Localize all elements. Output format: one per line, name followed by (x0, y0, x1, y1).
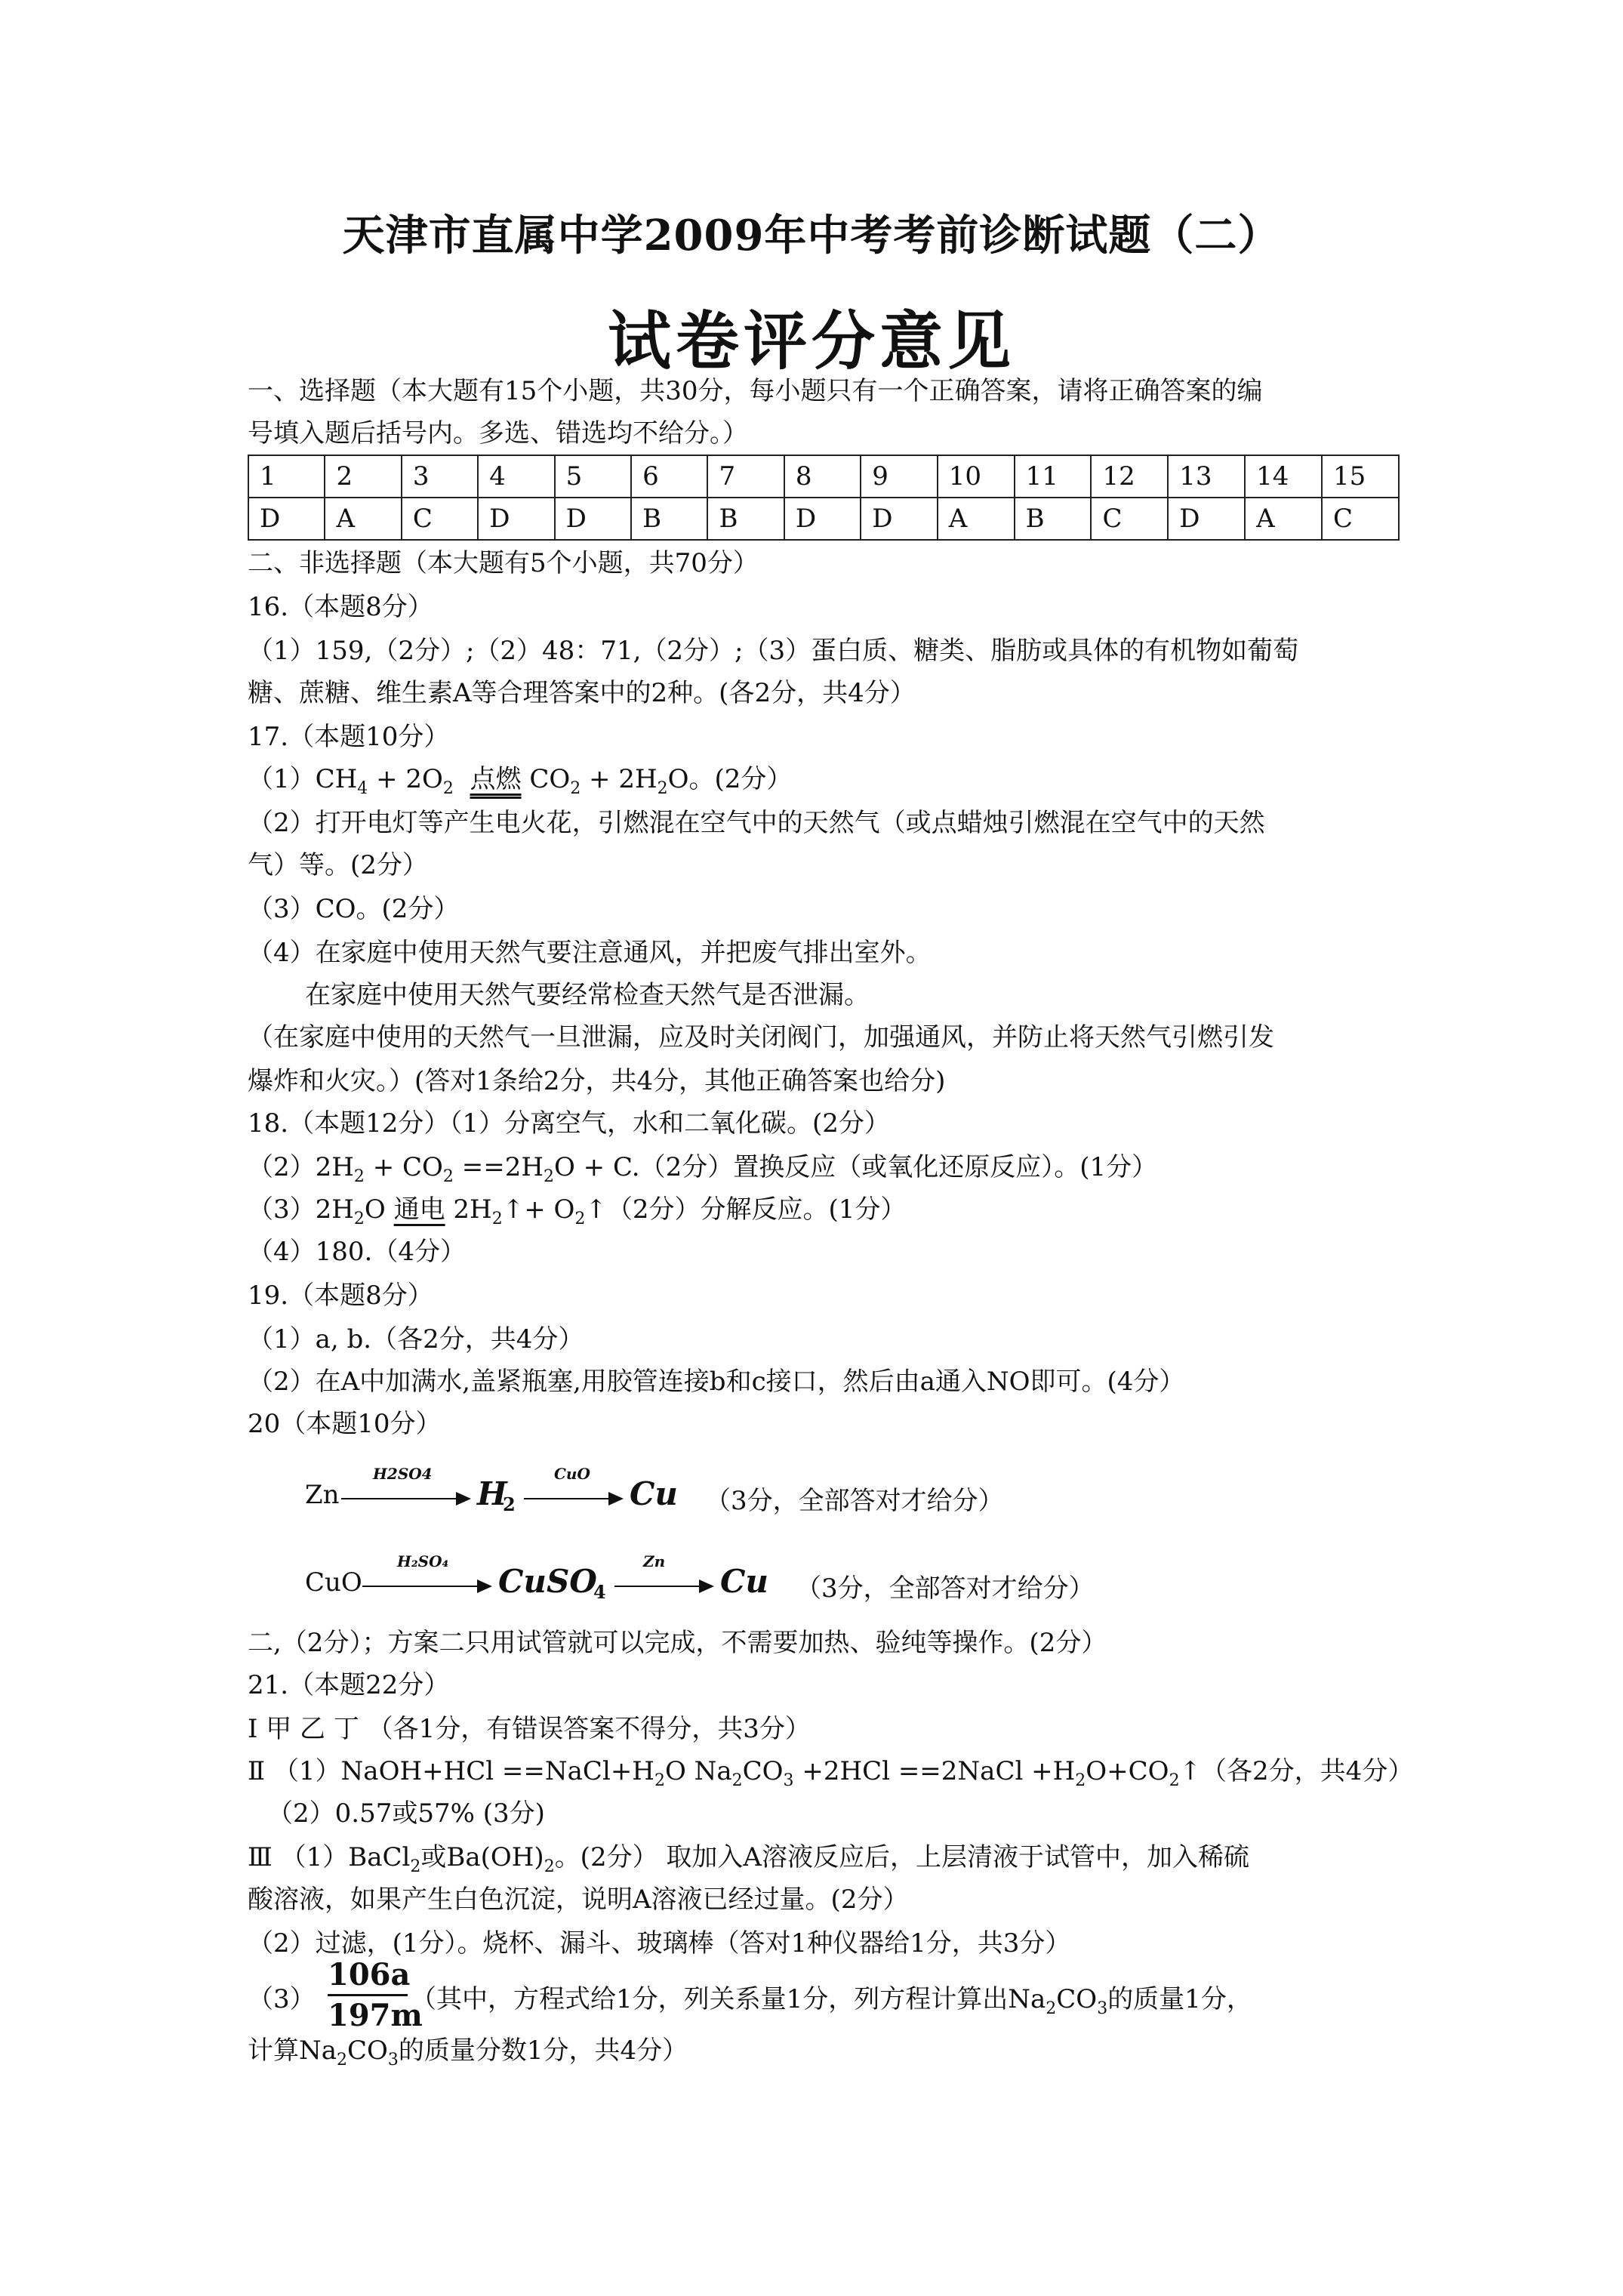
q17-heading: 17.（本题10分） (248, 722, 450, 752)
q20-scheme2: CuO H₂SO₄ CuSO 4 Zn Cu （3分，全部答对才给分） (305, 1552, 1095, 1604)
exam-title: 天津市直属中学2009年中考考前诊断试题（二） (342, 211, 1281, 260)
q17-line8: 爆炸和火灾。）(答对1条给2分，共4分，其他正确答案也给分) (248, 1066, 946, 1096)
table-cell: 9 (861, 455, 937, 498)
table-cell: D (861, 498, 937, 540)
q19-line2: （2）在A中加满水,盖紧瓶塞,用胶管连接b和c接口，然后由a通入NO即可。(4分） (248, 1367, 1185, 1397)
q21-part3-line1: Ⅲ （1）BaCl$_2$或$Ba(OH)_2$。(2分） 取加入A溶液反应后，上层清液于试管中，加入稀硫 (248, 1842, 1249, 1876)
table-cell: 5 (555, 455, 631, 498)
table-cell: D (478, 498, 554, 540)
arrow-icon (524, 1498, 622, 1499)
q17-line5: （4）在家庭中使用天然气要注意通风，并把废气排出室外。 (248, 938, 932, 968)
table-cell: A (938, 498, 1015, 540)
table-cell: 8 (784, 455, 861, 498)
q21-part3-line2: 酸溶液，如果产生白色沉淀，说明A溶液已经过量。(2分） (248, 1885, 909, 1915)
table-cell: D (1168, 498, 1245, 540)
table-cell: 12 (1091, 455, 1168, 498)
q20-heading: 20（本题10分） (248, 1409, 442, 1439)
table-cell: B (1015, 498, 1092, 540)
table-cell: 2 (325, 455, 401, 498)
arrow-label: CuO (554, 1465, 590, 1483)
fraction-numerator: 106a (328, 1957, 408, 1996)
q21-heading: 21.（本题22分） (248, 1670, 450, 1700)
q17-line4: （3）CO。(2分） (248, 894, 460, 924)
q20-scheme1: Zn H2SO4 H 2 CuO Cu （3分，全部答对才给分） (305, 1465, 1004, 1516)
q21-part2-line2: （2）0.57或57% (3分) (267, 1798, 545, 1829)
arrow-icon (362, 1586, 491, 1587)
fraction (328, 1957, 423, 2033)
q21-part3-item3-text: （其中，方程式给1分，列关系量1分，列方程计算出$Na_2CO_3$的质量1分， (411, 1984, 1252, 2018)
q17-line3: 气）等。(2分） (248, 850, 428, 880)
fraction-denominator: 197m (328, 1998, 423, 2033)
q21-part1: Ⅰ 甲 乙 丁 （各1分，有错误答案不得分，共3分） (248, 1714, 811, 1744)
table-cell: C (1091, 498, 1168, 540)
table-cell: 10 (938, 455, 1015, 498)
q17-line7: （在家庭中使用的天然气一旦泄漏，应及时关闭阀门，加强通风，并防止将天然气引燃引发 (248, 1022, 1274, 1052)
table-cell: 1 (248, 455, 325, 498)
table-cell: 7 (707, 455, 784, 498)
table-cell: A (325, 498, 401, 540)
answer-table (248, 455, 1400, 541)
arrow-label: H2SO4 (373, 1465, 433, 1483)
table-cell: 4 (478, 455, 554, 498)
q16-line2: 糖、蔗糖、维生素A等合理答案中的2种。(各2分，共4分） (248, 678, 916, 708)
table-cell: A (1245, 498, 1322, 540)
q19-line1: （1）a, b.（各2分，共4分） (248, 1324, 584, 1354)
section2-heading: 二、非选择题（本大题有5个小题，共70分） (248, 548, 759, 578)
q17-line6: 在家庭中使用天然气要经常检查天然气是否泄漏。 (305, 980, 870, 1010)
q21-part3-line3: （2）过滤，(1分）。烧杯、漏斗、玻璃棒（答对1种仪器给1分，共3分） (248, 1928, 1071, 1959)
q21-part3-line5: 计算$Na_2CO_3$的质量分数1分，共4分） (248, 2036, 688, 2069)
table-cell: C (1322, 498, 1399, 540)
q18-line3: $(3)2H_2O$ 通电 $2H_2↑+$ $O_2↑(2$分）分解反应。(1分） (248, 1194, 907, 1228)
q16-line1: （1）159,（2分）;（2）48：71,（2分）;（3）蛋白质、糖类、脂肪或具体的有机物如葡萄 (248, 636, 1299, 666)
arrow-label: Zn (643, 1552, 666, 1570)
q18-line4: （4）180.（4分） (248, 1237, 466, 1267)
q16-heading: 16.（本题8分） (248, 592, 433, 622)
q21-part3-item3-label: （3） (248, 1984, 316, 2014)
table-cell: 3 (402, 455, 478, 498)
table-cell: D (784, 498, 861, 540)
q17-equation: $(1)CH_4 + 2O_2$ 点燃 $CO_2 + 2H_2O$。(2分） (248, 764, 793, 798)
table-cell: 15 (1322, 455, 1399, 498)
table-cell: B (707, 498, 784, 540)
q21-part2-line1: Ⅱ （1）NaOH+HCl $==NaCl+H_2O$ $Na_2CO_3 +2HCl$ ==2NaCl $+H_2O+CO_2↑$（各2分，共4分） (248, 1756, 1414, 1790)
section1-heading-line1: 一、选择题（本大题有15个小题，共30分，每小题只有一个正确答案，请将正确答案的编 (248, 376, 1263, 406)
q18-line1: 18.（本题12分）（1）分离空气，水和二氧化碳。(2分） (248, 1108, 890, 1139)
arrow-icon (614, 1586, 713, 1587)
arrow-icon (341, 1498, 470, 1499)
reaction-condition: 点燃 (470, 764, 522, 794)
q17-line2: （2）打开电灯等产生电火花，引燃混在空气中的天然气（或点蜡烛引燃混在空气中的天然 (248, 808, 1265, 838)
table-cell: 6 (631, 455, 707, 498)
table-cell: D (248, 498, 325, 540)
table-cell: 11 (1015, 455, 1092, 498)
q19-heading: 19.（本题8分） (248, 1281, 433, 1311)
document-subtitle: 试卷评分意见 (607, 304, 1015, 378)
table-cell: D (555, 498, 631, 540)
table-cell: 14 (1245, 455, 1322, 498)
answer-number-row (248, 455, 1399, 498)
reaction-condition: 通电 (393, 1194, 445, 1225)
arrow-label: H₂SO₄ (397, 1552, 449, 1570)
q18-line2: $(2)2H_2 + CO_2 ==2H_2O + C.(2$分）置换反应（或氧化还原反应）。(1分） (248, 1152, 1158, 1186)
table-cell: B (631, 498, 707, 540)
table-cell: C (402, 498, 478, 540)
answer-letter-row (248, 498, 1399, 540)
table-cell: 13 (1168, 455, 1245, 498)
q20-line3: 二,（2分）；方案二只用试管就可以完成，不需要加热、验纯等操作。(2分） (248, 1628, 1107, 1658)
section1-heading-line2: 号填入题后括号内。多选、错选均不给分。） (248, 418, 748, 448)
